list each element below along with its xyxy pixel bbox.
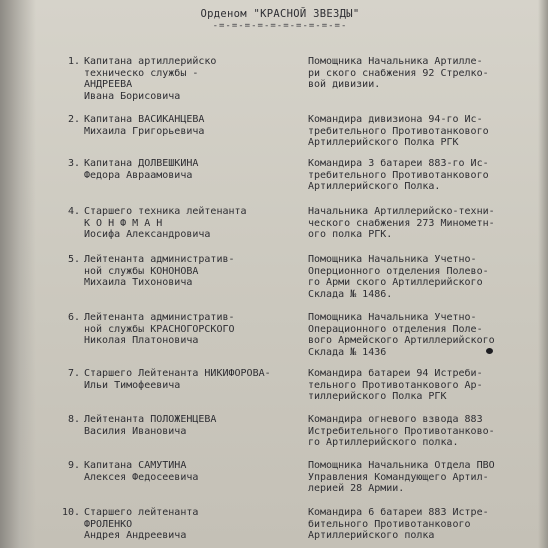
recipient-name-line: Федора Авраамовича [84, 169, 193, 181]
recipient-position-line: го Арми ского Артиллерийского [308, 277, 483, 288]
recipient-position-line: го Артиллерийского полка. [308, 437, 459, 448]
entry-number: 5. [67, 254, 80, 265]
award-title: Орденом "КРАСНОЙ ЗВЕЗДЫ" [200, 8, 360, 20]
recipient-position [308, 414, 544, 449]
recipient-name-line: техническо службы - [84, 67, 199, 79]
recipient-name-line: Михаила Григорьевича [84, 125, 205, 137]
recipient-name [84, 368, 304, 391]
recipient-name-line: Капитана САМУТИНА [84, 460, 187, 471]
recipient-position-line: ого полка РГК. [308, 229, 393, 240]
entry-number: 1. [67, 56, 80, 67]
recipient-name-line: Лейтенанта административ- [84, 312, 235, 323]
recipient-name [84, 312, 304, 347]
recipient-position-line: Начальника Артиллерийско-техни- [308, 206, 495, 217]
recipient-name [84, 56, 304, 102]
recipient-position-line: Истребительного Противотанково- [308, 425, 495, 437]
recipient-position [308, 158, 544, 193]
recipient-position [308, 368, 544, 403]
entry-number: 10. [61, 507, 80, 518]
recipient-name-line: К О Н Ф М А Н [84, 217, 163, 229]
recipient-name-line: Ильи Тимофеевича [84, 379, 181, 391]
entry-number: 7. [67, 368, 80, 379]
recipient-position-line: Командира 3 батареи 883-го Ис- [308, 158, 489, 169]
recipient-name-line: ной службы КОНОНОВА [84, 265, 199, 277]
recipient-name-line: Лейтенанта административ- [84, 254, 235, 265]
recipient-name-line: Иосифа Александровича [84, 229, 211, 240]
recipient-position-line: Командира огневого взвода 883 [308, 414, 483, 425]
recipient-position-line: Командира дивизиона 94-го Ис- [308, 114, 483, 125]
recipient-position-line: требительного Противотанкового [308, 169, 489, 181]
recipient-name-line: АНДРЕЕВА [84, 79, 133, 90]
recipient-position-line: Операционного отделения Поле- [308, 323, 483, 335]
entry-number: 6. [67, 312, 80, 323]
entry-number: 3. [67, 158, 80, 169]
recipient-position-line: тиллерийского Полка РГК [308, 391, 447, 402]
recipient-position-line: Управления Командующего Артил- [308, 471, 489, 483]
recipient-position-line: Склада № 1486. [308, 288, 393, 300]
recipient-name-line: Андрея Андреевича [84, 530, 187, 541]
recipient-name-line: Капитана ДОЛВЕШКИНА [84, 158, 199, 169]
recipient-position-line: Помощника Начальника Учетно- [308, 312, 477, 323]
entry-number: 9. [67, 460, 80, 471]
recipient-position-line: вой дивизии. [308, 79, 381, 90]
recipient-position-line: лерией 28 Армии. [308, 483, 405, 494]
recipient-position-line: Оперционного отделения Полево- [308, 265, 489, 277]
recipient-name-line: Капитана ВАСИКАНЦЕВА [84, 114, 205, 125]
entry-number: 2. [67, 114, 80, 125]
recipient-position-line: Помощника Начальника Артилле- [308, 56, 483, 67]
recipient-name-line: Ивана Борисовича [84, 90, 181, 102]
recipient-position [308, 312, 544, 358]
recipient-position [308, 254, 544, 300]
recipient-position-line: требительного Противотанкового [308, 125, 489, 137]
recipient-name-line: Михаила Тихоновича [84, 277, 193, 288]
recipient-position-line: Помощника Начальника Отдела ПВО [308, 460, 495, 471]
recipient-position-line: Артиллерийского полка [308, 530, 435, 541]
recipient-position [308, 206, 544, 241]
recipient-position [308, 460, 544, 495]
entry-number: 4. [67, 206, 80, 217]
recipient-name [84, 507, 304, 542]
recipient-name-line: ФРОЛЕНКО [84, 518, 133, 530]
recipient-position-line: Артиллерийского Полка РГК [308, 137, 459, 148]
recipient-position-line: бительного Противотанкового [308, 518, 471, 530]
recipient-name-line: Николая Платоновича [84, 335, 199, 346]
recipient-position-line: тельного Противотанкового Ар- [308, 379, 483, 391]
recipient-position [308, 56, 544, 91]
recipient-name-line: Старшего Лейтенанта НИКИФОРОВА- [84, 368, 271, 379]
recipient-position [308, 114, 544, 149]
recipient-name [84, 254, 304, 289]
recipient-name [84, 414, 304, 437]
title-underline: -=-=-=-=-=-=-=-=-=-=- [212, 21, 348, 31]
recipient-name-line: Капитана артиллерийско [84, 56, 217, 67]
recipient-position [308, 507, 544, 542]
recipient-name-line: Старшего лейтенанта [84, 507, 199, 518]
recipient-name [84, 158, 304, 181]
recipient-position-line: Склада № 1436 [308, 346, 387, 358]
recipient-position-line: Помощника Начальника Учетно- [308, 254, 477, 265]
award-heading [150, 8, 410, 31]
recipient-name [84, 114, 304, 137]
recipient-position-line: Командира 6 батареи 883 Истре- [308, 507, 489, 518]
entry-number: 8. [67, 414, 80, 425]
recipient-name-line: Алексея Федосеевича [84, 471, 199, 483]
recipient-position-line: ри ского снабжения 92 Стрелко- [308, 67, 489, 79]
recipient-position-line: Артиллерийского Полка. [308, 181, 441, 192]
recipient-name-line: Василия Ивановича [84, 425, 187, 437]
recipient-name-line: Лейтенанта ПОЛОЖЕНЦЕВА [84, 414, 217, 425]
recipient-position-line: вого Армейского Артиллерийского [308, 335, 495, 346]
recipient-name [84, 460, 304, 483]
ink-blot [486, 348, 493, 354]
recipient-name-line: Старшего техника лейтенанта [84, 206, 247, 217]
recipient-position-line: Командира батареи 94 Истреби- [308, 368, 483, 379]
recipient-name [84, 206, 304, 241]
recipient-name-line: ной службы КРАСНОГОРСКОГО [84, 323, 235, 335]
recipient-position-line: ческого снабжения 273 Минометн- [308, 217, 495, 229]
